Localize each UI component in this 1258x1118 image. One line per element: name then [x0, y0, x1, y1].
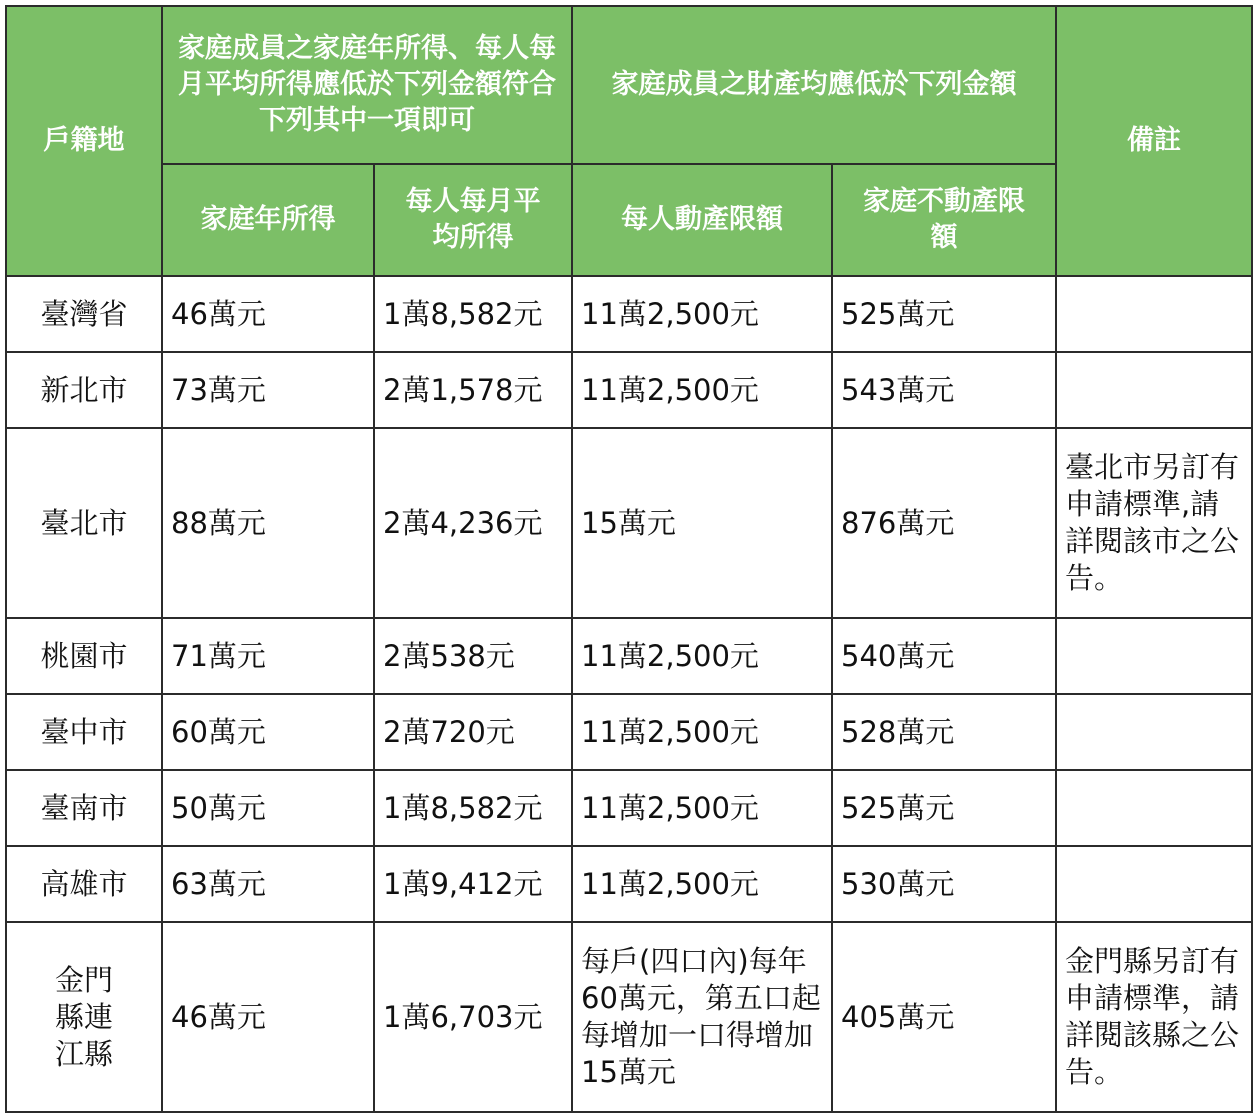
table-row	[6, 922, 1252, 1112]
cell-monthly-income: 1萬8,582元	[374, 770, 572, 846]
cell-real-estate-limit: 876萬元	[832, 428, 1056, 618]
cell-monthly-income: 2萬720元	[374, 694, 572, 770]
cell-monthly-income: 2萬538元	[374, 618, 572, 694]
cell-monthly-income: 1萬8,582元	[374, 276, 572, 352]
cell-movable-limit: 11萬2,500元	[572, 276, 832, 352]
header-real-estate-limit	[832, 164, 1056, 276]
header-note: 備註	[1056, 6, 1252, 276]
cell-monthly-income: 1萬6,703元	[374, 922, 572, 1112]
table-row	[6, 694, 1252, 770]
cell-real-estate-limit: 528萬元	[832, 694, 1056, 770]
cell-movable-limit: 每戶(四口內)每年60萬元，第五口起每增加一口得增加15萬元	[572, 922, 832, 1112]
header-income-group	[162, 6, 572, 164]
cell-real-estate-limit: 525萬元	[832, 770, 1056, 846]
cell-real-estate-limit: 525萬元	[832, 276, 1056, 352]
table-row	[6, 770, 1252, 846]
header-real-estate-limit-text: 家庭不動產限額	[863, 186, 1025, 253]
cell-region: 新北市	[6, 352, 162, 428]
cell-note	[1056, 276, 1252, 352]
header-monthly-income	[374, 164, 572, 276]
cell-annual-income: 71萬元	[162, 618, 374, 694]
cell-note	[1056, 770, 1252, 846]
header-income-group-text: 家庭成員之家庭年所得、每人每月平均所得應低於下列金額符合下列其中一項即可	[178, 33, 556, 136]
cell-real-estate-limit: 540萬元	[832, 618, 1056, 694]
cell-region: 臺北市	[6, 428, 162, 618]
header-monthly-income-text: 每人每月平均所得	[405, 186, 541, 253]
cell-annual-income: 73萬元	[162, 352, 374, 428]
cell-movable-limit: 11萬2,500元	[572, 846, 832, 922]
table-row	[6, 276, 1252, 352]
header-annual-income: 家庭年所得	[162, 164, 374, 276]
table-row	[6, 846, 1252, 922]
cell-real-estate-limit: 405萬元	[832, 922, 1056, 1112]
cell-real-estate-limit: 530萬元	[832, 846, 1056, 922]
cell-region: 臺灣省	[6, 276, 162, 352]
cell-real-estate-limit: 543萬元	[832, 352, 1056, 428]
cell-note	[1056, 846, 1252, 922]
cell-annual-income: 46萬元	[162, 276, 374, 352]
header-movable-limit: 每人動產限額	[572, 164, 832, 276]
cell-movable-limit: 11萬2,500元	[572, 694, 832, 770]
cell-movable-limit: 11萬2,500元	[572, 352, 832, 428]
table-row	[6, 352, 1252, 428]
header-row-top	[6, 6, 1252, 164]
table-row	[6, 428, 1252, 618]
cell-annual-income: 50萬元	[162, 770, 374, 846]
cell-monthly-income: 2萬4,236元	[374, 428, 572, 618]
eligibility-table-container	[5, 5, 1253, 1113]
cell-region-text: 金門縣連江縣	[54, 962, 113, 1071]
cell-annual-income: 88萬元	[162, 428, 374, 618]
cell-annual-income: 46萬元	[162, 922, 374, 1112]
cell-monthly-income: 2萬1,578元	[374, 352, 572, 428]
eligibility-table	[5, 5, 1253, 1113]
header-property-group-text: 家庭成員之財產均應低於下列金額	[611, 69, 1017, 100]
table-row	[6, 618, 1252, 694]
cell-note	[1056, 618, 1252, 694]
cell-note	[1056, 694, 1252, 770]
cell-note	[1056, 352, 1252, 428]
cell-region: 高雄市	[6, 846, 162, 922]
cell-movable-limit: 11萬2,500元	[572, 618, 832, 694]
cell-region	[6, 922, 162, 1112]
cell-region: 桃園市	[6, 618, 162, 694]
cell-movable-limit: 11萬2,500元	[572, 770, 832, 846]
cell-region: 臺南市	[6, 770, 162, 846]
header-region: 戶籍地	[6, 6, 162, 276]
cell-note: 臺北市另訂有申請標準,請詳閱該市之公告。	[1056, 428, 1252, 618]
cell-region: 臺中市	[6, 694, 162, 770]
cell-annual-income: 60萬元	[162, 694, 374, 770]
cell-annual-income: 63萬元	[162, 846, 374, 922]
cell-monthly-income: 1萬9,412元	[374, 846, 572, 922]
cell-note: 金門縣另訂有申請標準，請詳閱該縣之公告。	[1056, 922, 1252, 1112]
header-property-group	[572, 6, 1056, 164]
cell-movable-limit: 15萬元	[572, 428, 832, 618]
